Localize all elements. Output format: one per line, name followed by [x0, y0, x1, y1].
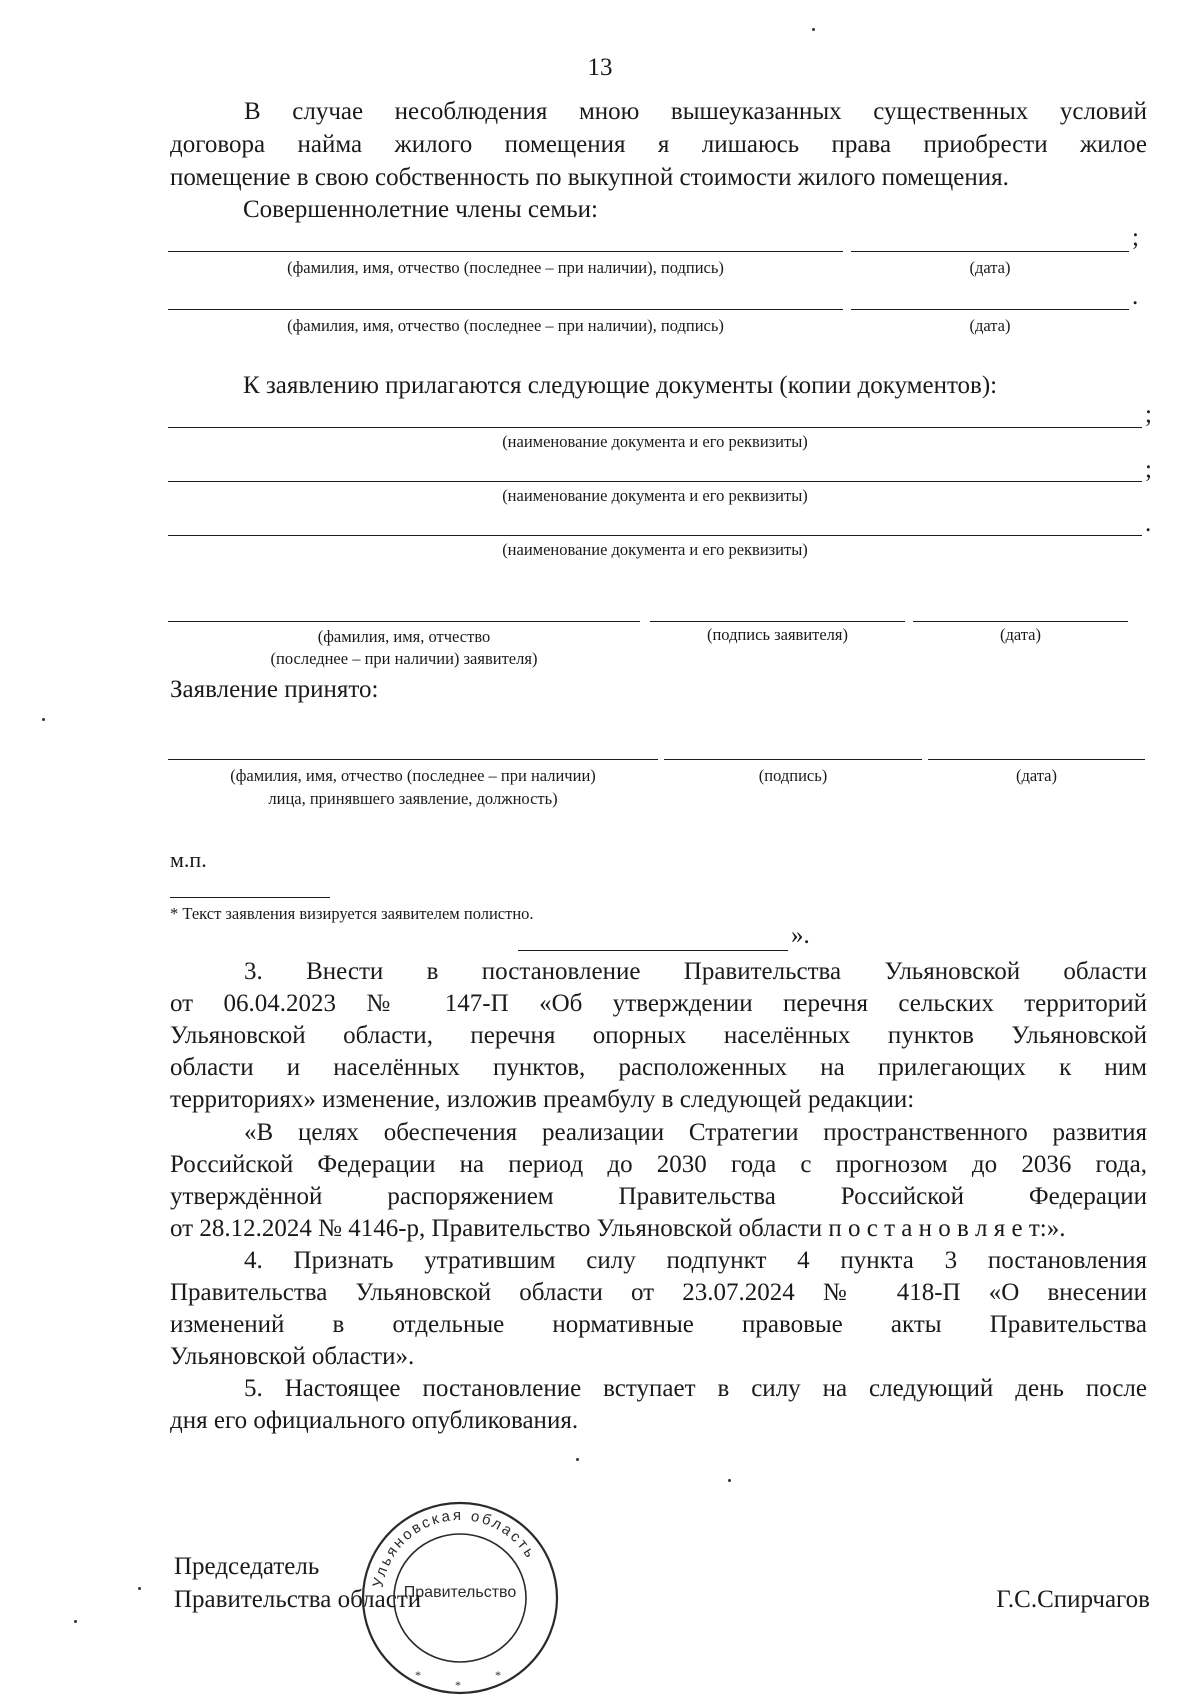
- scan-speck: [812, 28, 815, 31]
- applicant-name-caption-2: (последнее – при наличии) заявителя): [270, 649, 538, 668]
- scan-speck: [576, 1458, 579, 1461]
- family-name-caption-1: (фамилия, имя, отчество (последнее – при наличии), подпись): [287, 258, 724, 277]
- family-date-line-2: [851, 309, 1129, 310]
- item4-line-3: изменений в отдельные нормативные правовые акты Правительства: [170, 1311, 1147, 1338]
- accepted-signature-line: [664, 759, 922, 760]
- intro-line-1: В случае несоблюдения мною вышеуказанных существенных условий: [244, 98, 1147, 125]
- item4-line-1: 4. Признать утратившим силу подпункт 4 пункта 3 постановления: [244, 1247, 1147, 1274]
- page-number: 13: [587, 54, 613, 81]
- official-stamp: [355, 1493, 565, 1703]
- attachment-caption-2: (наименование документа и его реквизиты): [502, 486, 808, 505]
- preamble-line-4: от 28.12.2024 № 4146-р, Правительство Ульяновской области п о с т а н о в л я е т:».: [170, 1215, 1066, 1242]
- item5-line-2: дня его официального опубликования.: [170, 1407, 579, 1434]
- accepted-name-line: [168, 759, 658, 760]
- footnote-text: * Текст заявления визируется заявителем полистно.: [170, 904, 534, 923]
- attachment-end-mark-3: .: [1145, 510, 1152, 537]
- signatory-title-2: Правительства области: [174, 1586, 422, 1613]
- scan-speck: [42, 718, 45, 721]
- seal-place-mark: м.п.: [170, 847, 207, 872]
- item3-line-4: области и населённых пунктов, расположенных на прилегающих к ним: [170, 1054, 1147, 1081]
- attachment-line-2: [168, 481, 1142, 482]
- family-name-line-1: [168, 251, 843, 252]
- closing-quote-mark: ».: [791, 922, 810, 949]
- signatory-name: Г.С.Спирчагов: [996, 1586, 1150, 1613]
- family-name-line-2: [168, 309, 843, 310]
- item3-line-5: территориях» изменение, изложив преамбулу в следующей редакции:: [170, 1086, 915, 1113]
- item5-line-1: 5. Настоящее постановление вступает в силу на следующий день после: [244, 1375, 1147, 1402]
- accepted-heading: Заявление принято:: [170, 676, 379, 703]
- scan-speck: [74, 1620, 77, 1623]
- item3-line-2: от 06.04.2023 № 147-П «Об утверждении перечня сельских территорий: [170, 990, 1147, 1017]
- family-end-mark-1: ;: [1132, 224, 1139, 251]
- scan-speck: [728, 1479, 731, 1482]
- family-date-caption-2: (дата): [969, 316, 1011, 335]
- attachment-line-1: [168, 427, 1142, 428]
- attachment-end-mark-2: ;: [1145, 456, 1152, 483]
- attachment-caption-3: (наименование документа и его реквизиты): [502, 540, 808, 559]
- intro-line-3: помещение в свою собственность по выкупной стоимости жилого помещения.: [170, 164, 1009, 191]
- accepted-date-caption: (дата): [1015, 766, 1058, 785]
- attachments-heading: К заявлению прилагаются следующие документы (копии документов):: [243, 372, 998, 399]
- accepted-date-line: [928, 759, 1145, 760]
- attachment-line-3: [168, 535, 1142, 536]
- item4-line-2: Правительства Ульяновской области от 23.07.2024 № 418-П «О внесении: [170, 1279, 1147, 1306]
- applicant-signature-line: [650, 621, 905, 622]
- applicant-date-caption: (дата): [999, 625, 1042, 644]
- svg-text:*: *: [495, 1668, 501, 1682]
- intro-line-2: договора найма жилого помещения я лишаюсь права приобрести жилое: [170, 131, 1147, 158]
- attachment-end-mark-1: ;: [1145, 401, 1152, 428]
- signatory-title-1: Председатель: [174, 1553, 320, 1580]
- item4-line-4: Ульяновской области».: [170, 1343, 415, 1370]
- item3-line-3: Ульяновской области, перечня опорных населённых пунктов Ульяновской: [170, 1022, 1147, 1049]
- accepted-name-caption-2: лица, принявшего заявление, должность): [268, 789, 558, 808]
- applicant-date-line: [913, 621, 1128, 622]
- scan-speck: [138, 1587, 141, 1590]
- applicant-name-line: [168, 621, 640, 622]
- item3-line-1: 3. Внести в постановление Правительства Ульяновской области: [244, 958, 1147, 985]
- applicant-signature-caption: (подпись заявителя): [706, 625, 849, 644]
- family-date-caption-1: (дата): [969, 258, 1011, 277]
- stamp-seal-graphic: [355, 1493, 565, 1703]
- svg-text:Правительство: Правительство: [403, 1584, 517, 1601]
- svg-text:Ульяновская область: Ульяновская область: [369, 1506, 540, 1589]
- applicant-name-caption-1: (фамилия, имя, отчество: [317, 627, 491, 646]
- accepted-signature-caption: (подпись): [758, 766, 828, 785]
- svg-text:*: *: [415, 1668, 421, 1682]
- preamble-line-2: Российской Федерации на период до 2030 года с прогнозом до 2036 года,: [170, 1151, 1147, 1178]
- family-date-line-1: [851, 251, 1129, 252]
- family-end-mark-2: .: [1132, 283, 1139, 310]
- preamble-line-3: утверждённой распоряжением Правительства Российской Федерации: [170, 1183, 1147, 1210]
- closing-blank-line: [518, 950, 788, 951]
- family-name-caption-2: (фамилия, имя, отчество (последнее – при наличии), подпись): [287, 316, 724, 335]
- footnote-separator: [170, 897, 330, 898]
- preamble-line-1: «В целях обеспечения реализации Стратегии пространственного развития: [244, 1119, 1147, 1146]
- family-heading: Совершеннолетние члены семьи:: [243, 196, 598, 223]
- attachment-caption-1: (наименование документа и его реквизиты): [502, 432, 808, 451]
- accepted-name-caption-1: (фамилия, имя, отчество (последнее – при наличии): [230, 766, 596, 785]
- svg-text:*: *: [455, 1678, 461, 1692]
